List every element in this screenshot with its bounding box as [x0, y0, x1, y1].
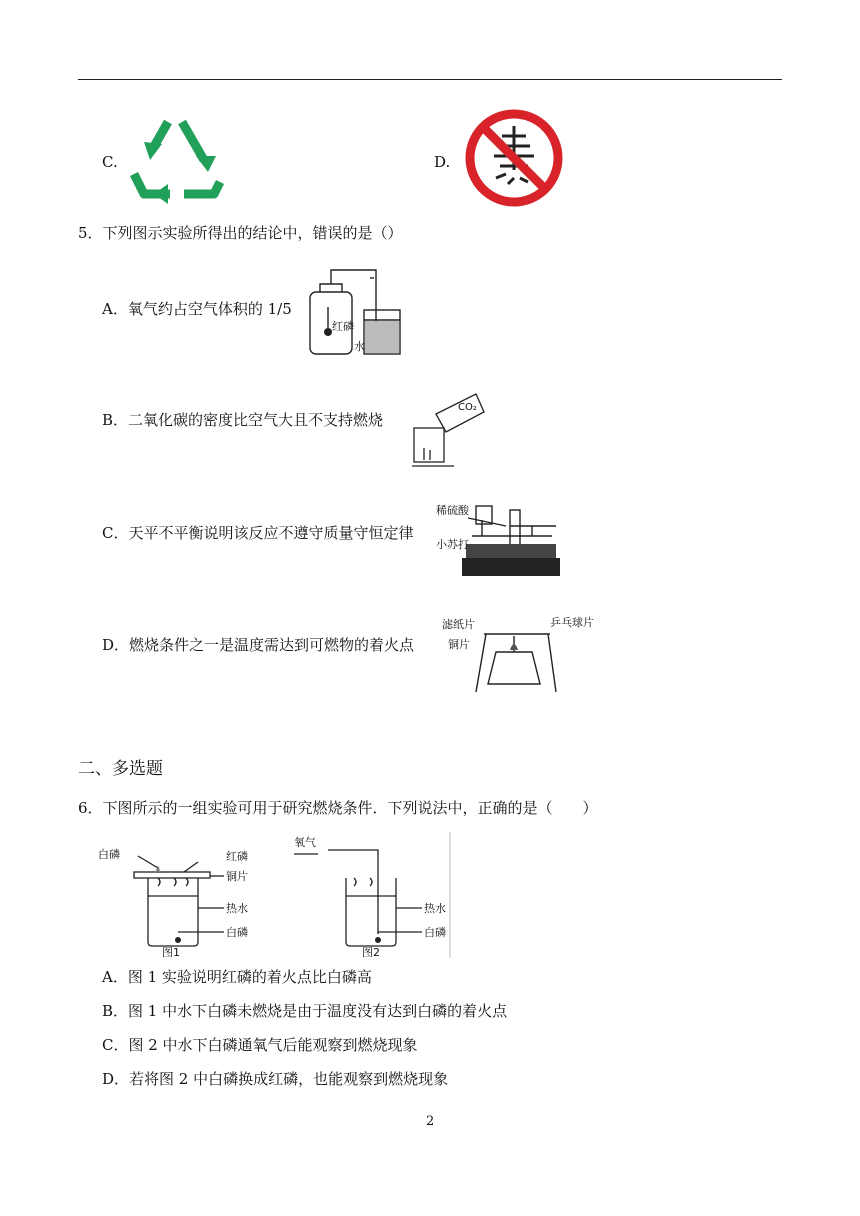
- fig2-caption: 图2: [362, 946, 380, 959]
- fig1-caption: 图1: [162, 946, 180, 959]
- section-title: 二、多选题: [78, 759, 163, 779]
- fig1-label-white-p-top: 白磷: [98, 848, 120, 861]
- no-logging-icon: [462, 108, 566, 208]
- q5-c-balance: [432, 496, 564, 584]
- figure-2: [294, 832, 450, 959]
- q5-a-label-water: 水: [354, 340, 365, 353]
- q6-stem: 6．下图所示的一组实验可用于研究燃烧条件．下列说法中，正确的是（ ）: [78, 799, 598, 817]
- q5-b-label-co2: CO₂: [458, 402, 477, 413]
- q5-a-apparatus: [298, 262, 408, 362]
- fig2-label-hot-water: 热水: [424, 902, 446, 915]
- q5-d-label-copper: 铜片: [448, 638, 470, 651]
- q5-stem: 5．下列图示实验所得出的结论中，错误的是（）: [78, 224, 403, 242]
- q5-d-label-pingpong: 乒乓球片: [550, 616, 594, 629]
- q4-option-d-letter: D.: [434, 153, 451, 171]
- q5-d-label-filter: 滤纸片: [442, 618, 475, 631]
- q6-option-a: A．图 1 实验说明红磷的着火点比白磷高: [102, 968, 372, 986]
- page-number: 2: [426, 1114, 435, 1129]
- q5-c-label-acid: 稀硫酸: [436, 504, 469, 517]
- header-rule: [78, 79, 782, 80]
- q5-option-b: B．二氧化碳的密度比空气大且不支持燃烧: [102, 411, 384, 429]
- fig2-label-oxygen: 氧气: [294, 836, 316, 849]
- figure-1: [98, 847, 248, 959]
- q6-option-b: B．图 1 中水下白磷未燃烧是由于温度没有达到白磷的着火点: [102, 1002, 508, 1020]
- q6-figures: [98, 832, 454, 958]
- fig1-label-hot-water: 热水: [226, 902, 248, 915]
- fig1-label-white-p-bottom: 白磷: [226, 926, 248, 939]
- q5-option-c: C．天平不平衡说明该反应不遵守质量守恒定律: [102, 524, 414, 542]
- fig1-label-copper: 铜片: [226, 870, 248, 883]
- fig2-label-white-p: 白磷: [424, 926, 446, 939]
- q5-b-apparatus: [408, 388, 488, 470]
- recycle-icon: [124, 112, 226, 202]
- q5-option-a: A．氧气约占空气体积的 1/5: [102, 300, 292, 318]
- fig1-label-red-p: 红磷: [226, 850, 248, 863]
- q5-c-label-soda: 小苏打: [436, 538, 469, 551]
- q5-d-apparatus: [440, 612, 594, 696]
- q6-option-d: D．若将图 2 中白磷换成红磷，也能观察到燃烧现象: [102, 1070, 449, 1088]
- q5-a-label-phosphorus: 红磷: [332, 320, 354, 333]
- q5-option-d: D．燃烧条件之一是温度需达到可燃物的着火点: [102, 636, 415, 654]
- q6-option-c: C．图 2 中水下白磷通氧气后能观察到燃烧现象: [102, 1036, 418, 1054]
- q4-option-c-letter: C.: [102, 153, 118, 171]
